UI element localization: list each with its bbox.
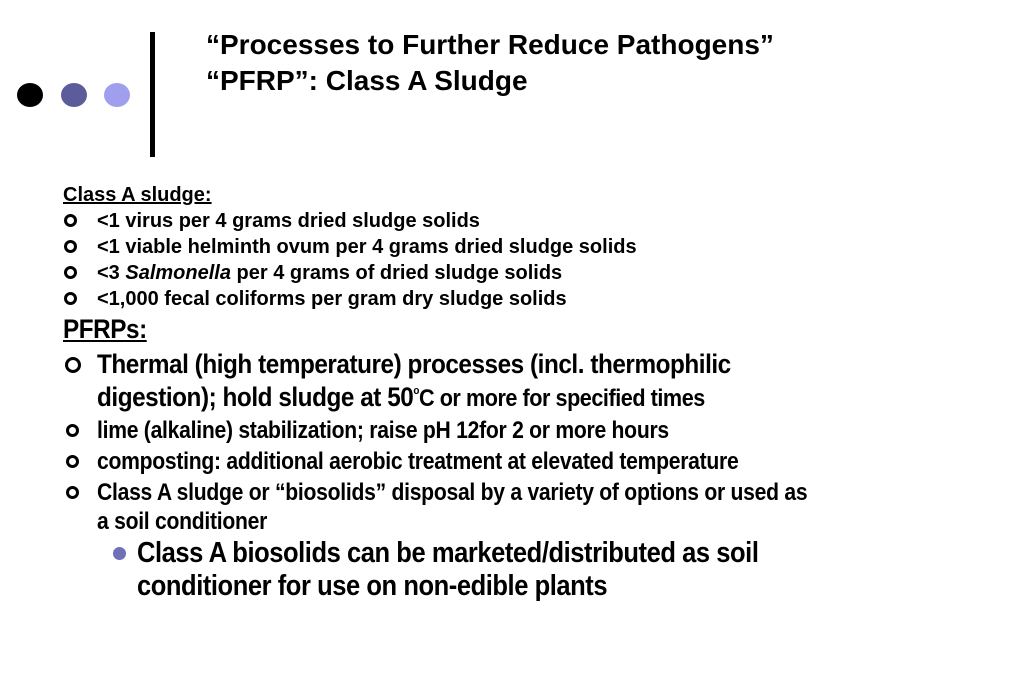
pfrp-item-2: lime (alkaline) stabilization; raise pH 12for 2 or more hours — [97, 417, 669, 444]
class-a-item-3-pre: <3 — [97, 262, 126, 284]
ring-bullet-icon — [66, 424, 79, 437]
class-a-item-2: <1 viable helminth ovum per 4 grams dried sludge solids — [97, 236, 637, 258]
ring-bullet-icon — [66, 455, 79, 468]
class-a-heading: Class A sludge: — [63, 184, 212, 206]
ring-bullet-icon — [64, 266, 77, 279]
pfrp-item-1-line-1: Thermal (high temperature) processes (incl. thermophilic — [97, 349, 731, 379]
pfrp-item-1-post: C or more for specified times — [418, 385, 705, 412]
pfrp-item-1-pre: digestion); hold sludge at 50 — [97, 382, 414, 412]
title-line-2: “PFRP”: Class A Sludge — [206, 65, 528, 96]
pfrps-heading: PFRPs: — [63, 314, 147, 344]
pfrp-item-4-line-2: a soil conditioner — [97, 508, 268, 535]
degree-symbol: o — [413, 385, 419, 397]
ring-bullet-icon — [65, 357, 81, 373]
pfrp-item-3: composting: additional aerobic treatment at elevated temperature — [97, 448, 739, 475]
ring-bullet-icon — [66, 486, 79, 499]
class-a-item-3-post: per 4 grams of dried sludge solids — [230, 262, 563, 284]
class-a-item-3 — [97, 262, 562, 285]
sub-item-line-2: conditioner for use on non-edible plants — [137, 570, 608, 602]
ring-bullet-icon — [64, 292, 77, 305]
ring-bullet-icon — [64, 214, 77, 227]
sub-item-line-1: Class A biosolids can be marketed/distributed as soil — [137, 537, 759, 569]
class-a-item-4: <1,000 fecal coliforms per gram dry sludge solids — [97, 288, 567, 310]
class-a-item-1: <1 virus per 4 grams dried sludge solids — [97, 210, 480, 232]
ring-bullet-icon — [64, 240, 77, 253]
salmonella-text: Salmonella — [125, 262, 231, 284]
filled-bullet-icon — [113, 547, 126, 560]
title-line-1: “Processes to Further Reduce Pathogens” — [206, 29, 774, 60]
pfrp-item-4-line-1: Class A sludge or “biosolids” disposal by a variety of options or used as — [97, 479, 808, 506]
pfrp-item-1-line-2 — [97, 382, 705, 413]
